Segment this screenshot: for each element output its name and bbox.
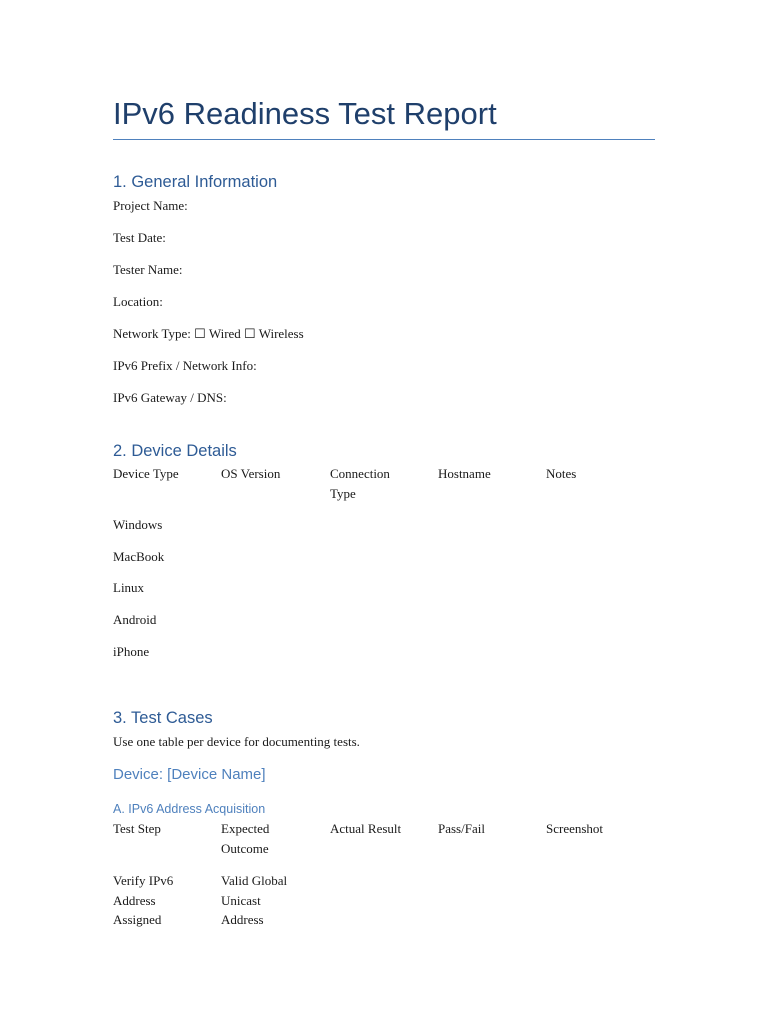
table-row: iPhone xyxy=(113,644,150,659)
field-ipv6-prefix: IPv6 Prefix / Network Info: xyxy=(113,358,257,373)
title-underline xyxy=(113,139,655,140)
test-cases-heading: 3. Test Cases xyxy=(113,709,213,727)
field-project-name: Project Name: xyxy=(113,198,188,213)
field-ipv6-gateway: IPv6 Gateway / DNS: xyxy=(113,390,227,405)
field-test-date: Test Date: xyxy=(113,230,166,245)
table-header-cell: Expected Outcome xyxy=(221,821,270,856)
table-row: Android xyxy=(113,612,157,627)
table-row: MacBook xyxy=(113,549,165,564)
field-tester-name: Tester Name: xyxy=(113,262,183,277)
section-a-heading: A. IPv6 Address Acquisition xyxy=(113,802,266,816)
table-header-cell: Device Type xyxy=(113,466,179,481)
table-header-cell: OS Version xyxy=(221,466,281,481)
document-title: IPv6 Readiness Test Report xyxy=(113,96,497,131)
table-header-cell: Notes xyxy=(546,466,577,481)
field-network-type: Network Type: ☐ Wired ☐ Wireless xyxy=(113,326,304,341)
general-info-heading: 1. General Information xyxy=(113,173,278,191)
table-header-cell: Test Step xyxy=(113,821,161,836)
table-header-cell: Hostname xyxy=(438,466,491,481)
table-header-cell: Actual Result xyxy=(330,821,402,836)
table-header-cell: Connection Type xyxy=(330,466,390,501)
field-location: Location: xyxy=(113,294,163,309)
device-name-heading: Device: [Device Name] xyxy=(113,766,266,783)
table-cell-test-step: Verify IPv6 Address Assigned xyxy=(113,873,174,927)
device-details-heading: 2. Device Details xyxy=(113,442,237,460)
table-header-cell: Pass/Fail xyxy=(438,821,485,836)
table-row: Linux xyxy=(113,580,145,595)
test-cases-intro: Use one table per device for documenting tests. xyxy=(113,734,360,749)
table-row: Windows xyxy=(113,517,163,532)
table-header-cell: Screenshot xyxy=(546,821,604,836)
table-cell-expected-outcome: Valid Global Unicast Address xyxy=(221,873,288,927)
